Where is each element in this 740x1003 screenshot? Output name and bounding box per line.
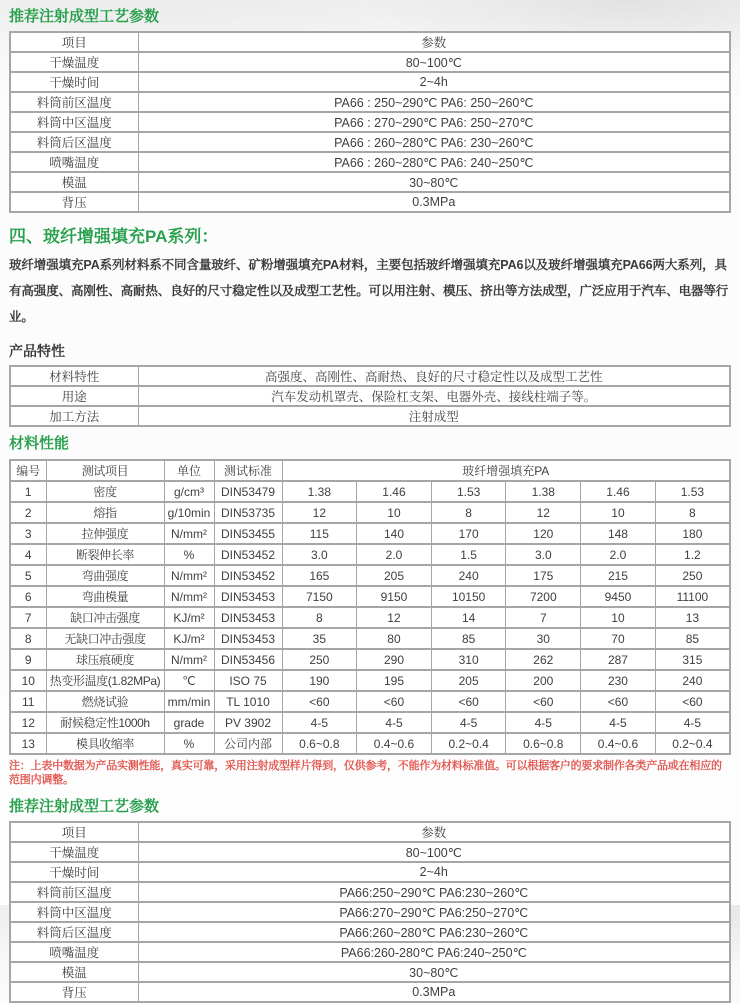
table-cell: 料筒中区温度 — [10, 112, 138, 132]
table-row — [10, 982, 730, 1002]
table-cell: 250 — [655, 565, 730, 586]
table-cell: 料筒前区温度 — [10, 882, 138, 902]
table-cell: 262 — [506, 649, 581, 670]
table-cell: 80~100℃ — [138, 842, 730, 862]
table-cell: PA66:250~290℃ PA6:230~260℃ — [138, 882, 730, 902]
table-cell: 缺口冲击强度 — [46, 607, 164, 628]
table-row — [10, 386, 730, 406]
table-cell: PA66 : 270~290℃ PA6: 250~270℃ — [138, 112, 730, 132]
table-cell: 0.3MPa — [138, 982, 730, 1002]
table-cell: 汽车发动机罩壳、保险杠支架、电器外壳、接线柱端子等。 — [138, 386, 730, 406]
table-cell: 1.46 — [357, 481, 432, 502]
table-row — [10, 607, 730, 628]
table-cell: 模温 — [10, 962, 138, 982]
table-cell: 2 — [10, 502, 46, 523]
table-cell: 12 — [506, 502, 581, 523]
table-cell: 0.6~0.8 — [506, 733, 581, 754]
table-cell: 弯曲强度 — [46, 565, 164, 586]
table-cell: 170 — [431, 523, 506, 544]
table-cell: KJ/m² — [164, 628, 214, 649]
header-cell-group: 玻纤增强填充PA — [282, 460, 730, 481]
table-cell: 165 — [282, 565, 357, 586]
table-cell: 弯曲模量 — [46, 586, 164, 607]
table-cell: 9150 — [357, 586, 432, 607]
table-cell: 7 — [10, 607, 46, 628]
table-cell: 9 — [10, 649, 46, 670]
table-cell: <60 — [431, 691, 506, 712]
table-row — [10, 523, 730, 544]
table-cell: 140 — [357, 523, 432, 544]
table-cell: 315 — [655, 649, 730, 670]
table-cell: 4-5 — [655, 712, 730, 733]
table-cell: 0.2~0.4 — [431, 733, 506, 754]
table-cell: 13 — [655, 607, 730, 628]
table-cell: 3.0 — [282, 544, 357, 565]
table-cell: 2~4h — [138, 862, 730, 882]
table-cell: 205 — [357, 565, 432, 586]
table-row — [10, 481, 730, 502]
table-cell: 注射成型 — [138, 406, 730, 426]
header-cell-no: 编号 — [10, 460, 46, 481]
table-header-row — [10, 32, 730, 52]
table-cell: g/cm³ — [164, 481, 214, 502]
table-cell: 密度 — [46, 481, 164, 502]
table-cell: 80 — [357, 628, 432, 649]
table-cell: DIN53455 — [214, 523, 282, 544]
table-cell: <60 — [282, 691, 357, 712]
table-cell: PA66 : 250~290℃ PA6: 250~260℃ — [138, 92, 730, 112]
table-cell: 背压 — [10, 982, 138, 1002]
table-cell: DIN53452 — [214, 544, 282, 565]
table-cell: 12 — [357, 607, 432, 628]
table-cell: N/mm² — [164, 565, 214, 586]
product-features-table — [9, 365, 731, 427]
header-cell-standard: 测试标准 — [214, 460, 282, 481]
table-cell: PA66:260-280℃ PA6:240~250℃ — [138, 942, 730, 962]
table-cell: 拉伸强度 — [46, 523, 164, 544]
table-cell: 1.46 — [581, 481, 656, 502]
table-row — [10, 628, 730, 649]
table-row — [10, 962, 730, 982]
table-cell: 公司内部 — [214, 733, 282, 754]
table-cell: 0.4~0.6 — [581, 733, 656, 754]
table-header-row — [10, 822, 730, 842]
table-cell: 模温 — [10, 172, 138, 192]
table-row — [10, 502, 730, 523]
table-cell: 240 — [655, 670, 730, 691]
table-row — [10, 902, 730, 922]
table-cell: 1.53 — [655, 481, 730, 502]
table-cell: <60 — [506, 691, 581, 712]
table-row — [10, 565, 730, 586]
process-params-title-bottom: 推荐注射成型工艺参数 — [9, 798, 160, 815]
table-cell: 料筒后区温度 — [10, 132, 138, 152]
table-row — [10, 52, 730, 72]
table-cell: DIN53453 — [214, 586, 282, 607]
table-cell: 14 — [431, 607, 506, 628]
table-cell: 球压痕硬度 — [46, 649, 164, 670]
table-cell: 3 — [10, 523, 46, 544]
table-cell: 4-5 — [581, 712, 656, 733]
table-cell: 10 — [581, 607, 656, 628]
table-cell: ISO 75 — [214, 670, 282, 691]
table-cell: % — [164, 544, 214, 565]
table-cell: 80~100℃ — [138, 52, 730, 72]
table-cell: DIN53453 — [214, 628, 282, 649]
table-cell: 30~80℃ — [138, 962, 730, 982]
table-cell: 200 — [506, 670, 581, 691]
product-features-title: 产品特性 — [9, 343, 65, 359]
table-cell: 195 — [357, 670, 432, 691]
table-cell: 8 — [282, 607, 357, 628]
table-cell: 燃烧试验 — [46, 691, 164, 712]
table-cell: 3.0 — [506, 544, 581, 565]
header-cell-item: 项目 — [10, 32, 138, 52]
table-cell: <60 — [655, 691, 730, 712]
table-cell: 85 — [655, 628, 730, 649]
table-cell: 背压 — [10, 192, 138, 212]
table-row — [10, 92, 730, 112]
table-cell: 10 — [10, 670, 46, 691]
table-cell: 喷嘴温度 — [10, 152, 138, 172]
table-cell: 30 — [506, 628, 581, 649]
table-cell: 5 — [10, 565, 46, 586]
table-cell: 加工方法 — [10, 406, 138, 426]
table-cell: 8 — [10, 628, 46, 649]
table-cell: 2.0 — [357, 544, 432, 565]
table-cell: 喷嘴温度 — [10, 942, 138, 962]
table-row — [10, 406, 730, 426]
table-cell: PA66:260~280℃ PA6:230~260℃ — [138, 922, 730, 942]
table-row — [10, 192, 730, 212]
table-cell: 7150 — [282, 586, 357, 607]
table-row — [10, 72, 730, 92]
table-cell: mm/min — [164, 691, 214, 712]
table-cell: 190 — [282, 670, 357, 691]
table-cell: 11100 — [655, 586, 730, 607]
table-row — [10, 586, 730, 607]
table-cell: 0.3MPa — [138, 192, 730, 212]
table-cell: 8 — [655, 502, 730, 523]
table-cell: 1.5 — [431, 544, 506, 565]
table-cell: DIN53452 — [214, 565, 282, 586]
table-row — [10, 733, 730, 754]
table-row — [10, 670, 730, 691]
table-row — [10, 152, 730, 172]
table-cell: 12 — [282, 502, 357, 523]
table-cell: DIN53453 — [214, 607, 282, 628]
table-row — [10, 862, 730, 882]
data-disclaimer-note: 注：上表中数据为产品实测性能，真实可靠，采用注射成型样片得到，仅供参考，不能作为材料标准值。可以根据客户的要求制作各类产品或在相应的范围内调整。 — [9, 760, 722, 786]
material-performance-table — [9, 459, 731, 755]
table-cell: PA66 : 260~280℃ PA6: 230~260℃ — [138, 132, 730, 152]
table-cell: N/mm² — [164, 649, 214, 670]
table-cell: 1.53 — [431, 481, 506, 502]
table-row — [10, 366, 730, 386]
table-cell: 4 — [10, 544, 46, 565]
table-cell: 12 — [10, 712, 46, 733]
table-cell: 205 — [431, 670, 506, 691]
table-cell: 用途 — [10, 386, 138, 406]
table-cell: 料筒后区温度 — [10, 922, 138, 942]
table-cell: 熔指 — [46, 502, 164, 523]
header-cell-item: 项目 — [10, 822, 138, 842]
table-cell: 模具收缩率 — [46, 733, 164, 754]
table-cell: 215 — [581, 565, 656, 586]
table-row — [10, 112, 730, 132]
table-cell: DIN53735 — [214, 502, 282, 523]
table-cell: 10 — [357, 502, 432, 523]
table-cell: 1 — [10, 481, 46, 502]
table-cell: grade — [164, 712, 214, 733]
table-row — [10, 172, 730, 192]
table-cell: 85 — [431, 628, 506, 649]
table-cell: KJ/m² — [164, 607, 214, 628]
table-cell: 2.0 — [581, 544, 656, 565]
table-cell: 热变形温度(1.82MPa) — [46, 670, 164, 691]
table-cell: 9450 — [581, 586, 656, 607]
table-cell: PV 3902 — [214, 712, 282, 733]
table-cell: N/mm² — [164, 523, 214, 544]
table-cell: 148 — [581, 523, 656, 544]
table-header-row — [10, 460, 730, 481]
table-cell: 4-5 — [431, 712, 506, 733]
table-cell: 干燥温度 — [10, 52, 138, 72]
header-cell-param: 参数 — [138, 32, 730, 52]
table-cell: ℃ — [164, 670, 214, 691]
table-cell: 180 — [655, 523, 730, 544]
table-cell: 料筒前区温度 — [10, 92, 138, 112]
table-cell: PA66 : 260~280℃ PA6: 240~250℃ — [138, 152, 730, 172]
header-cell-unit: 单位 — [164, 460, 214, 481]
table-cell: 1.38 — [506, 481, 581, 502]
table-cell: 175 — [506, 565, 581, 586]
header-cell-test-item: 测试项目 — [46, 460, 164, 481]
table-cell: <60 — [357, 691, 432, 712]
table-cell: 11 — [10, 691, 46, 712]
table-cell: DIN53479 — [214, 481, 282, 502]
table-cell: 4-5 — [506, 712, 581, 733]
table-row — [10, 922, 730, 942]
table-cell: 115 — [282, 523, 357, 544]
table-cell: 287 — [581, 649, 656, 670]
table-cell: DIN53456 — [214, 649, 282, 670]
table-cell: 7200 — [506, 586, 581, 607]
table-row — [10, 882, 730, 902]
table-cell: 10150 — [431, 586, 506, 607]
table-row — [10, 712, 730, 733]
table-cell: 13 — [10, 733, 46, 754]
table-cell: 2~4h — [138, 72, 730, 92]
table-cell: 干燥时间 — [10, 72, 138, 92]
table-cell: 6 — [10, 586, 46, 607]
table-cell: 240 — [431, 565, 506, 586]
table-row — [10, 842, 730, 862]
table-cell: 4-5 — [357, 712, 432, 733]
table-cell: TL 1010 — [214, 691, 282, 712]
table-row — [10, 132, 730, 152]
table-row — [10, 544, 730, 565]
table-cell: 10 — [581, 502, 656, 523]
table-row — [10, 649, 730, 670]
header-cell-param: 参数 — [138, 822, 730, 842]
table-cell: 干燥时间 — [10, 862, 138, 882]
process-params-title-top: 推荐注射成型工艺参数 — [9, 8, 160, 25]
table-cell: 70 — [581, 628, 656, 649]
table-cell: % — [164, 733, 214, 754]
table-row — [10, 691, 730, 712]
table-cell: 材料特性 — [10, 366, 138, 386]
table-cell: 8 — [431, 502, 506, 523]
material-performance-title: 材料性能 — [9, 435, 70, 452]
table-cell: g/10min — [164, 502, 214, 523]
table-cell: 230 — [581, 670, 656, 691]
table-cell: 120 — [506, 523, 581, 544]
table-row — [10, 942, 730, 962]
table-cell: 1.38 — [282, 481, 357, 502]
series-description: 玻纤增强填充PA系列材料系不同含量玻纤、矿粉增强填充PA材料，主要包括玻纤增强填充PA6以及玻纤增强填充PA66两大系列，具有高强度、高刚性、高耐热、良好的尺寸稳定性以及成型工艺性。可以用注射、模压、挤出等方法成型，广泛应用于汽车、电器等行业。 — [9, 258, 729, 324]
table-cell: 0.6~0.8 — [282, 733, 357, 754]
table-cell: <60 — [581, 691, 656, 712]
table-cell: 7 — [506, 607, 581, 628]
table-cell: 290 — [357, 649, 432, 670]
table-cell: 1.2 — [655, 544, 730, 565]
process-params-table-top — [9, 31, 731, 213]
table-cell: 30~80℃ — [138, 172, 730, 192]
table-cell: 250 — [282, 649, 357, 670]
series-section-heading: 四、玻纤增强填充PA系列： — [9, 227, 219, 246]
table-cell: 4-5 — [282, 712, 357, 733]
table-cell: 0.2~0.4 — [655, 733, 730, 754]
table-cell: 无缺口冲击强度 — [46, 628, 164, 649]
table-cell: 干燥温度 — [10, 842, 138, 862]
table-cell: 35 — [282, 628, 357, 649]
table-cell: PA66:270~290℃ PA6:250~270℃ — [138, 902, 730, 922]
table-cell: 0.4~0.6 — [357, 733, 432, 754]
table-cell: 断裂伸长率 — [46, 544, 164, 565]
table-cell: 310 — [431, 649, 506, 670]
table-cell: 料筒中区温度 — [10, 902, 138, 922]
process-params-table-bottom — [9, 821, 731, 1003]
table-cell: 高强度、高刚性、高耐热、良好的尺寸稳定性以及成型工艺性 — [138, 366, 730, 386]
table-cell: 耐候稳定性1000h — [46, 712, 164, 733]
table-cell: N/mm² — [164, 586, 214, 607]
